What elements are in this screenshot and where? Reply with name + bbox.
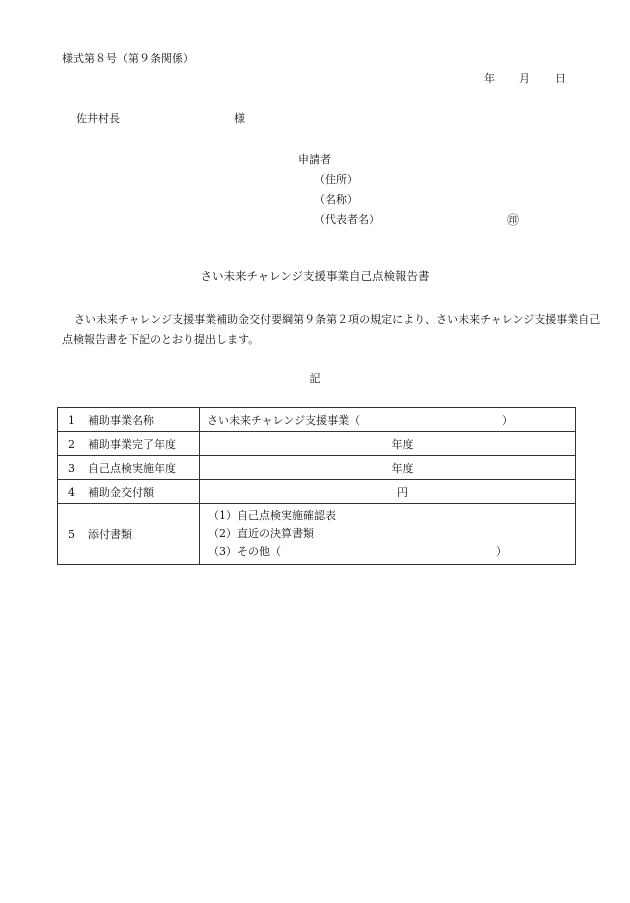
document-body: さい未来チャレンジ支援事業補助金交付要綱第９条第２項の規定により、さい未来チャレンジ支援事業自己点検報告書を下記のとおり提出します。 <box>62 313 601 346</box>
row-label: 補助事業完了年度 <box>88 437 176 451</box>
closing-paren: ） <box>502 414 513 427</box>
row-number: 1 <box>68 413 75 427</box>
attachment-other-label: （3）その他（ <box>208 545 281 558</box>
table-row <box>58 408 576 432</box>
list-item: （2）直近の決算書類 <box>208 527 314 540</box>
list-item[interactable] <box>208 543 575 561</box>
date-month-label: 月 <box>519 72 530 85</box>
row-label: 添付書類 <box>88 528 132 541</box>
row-label-cell <box>58 456 200 480</box>
seal-mark: ㊞ <box>507 213 520 227</box>
row-value: 年度 <box>391 461 414 475</box>
applicant-heading: 申請者 <box>298 153 331 166</box>
table-row <box>58 432 576 456</box>
row-number: 2 <box>68 437 75 451</box>
row-label-cell <box>58 480 200 504</box>
project-name-field[interactable] <box>200 408 576 432</box>
attachments-list <box>200 504 575 564</box>
date-year-label: 年 <box>484 72 495 85</box>
row-number: 5 <box>68 528 75 541</box>
addressee <box>76 110 245 126</box>
row-number: 3 <box>68 461 75 475</box>
row-label-cell <box>58 504 200 565</box>
document-title: さい未来チャレンジ支援事業自己点検報告書 <box>200 269 430 283</box>
addressee-name: 佐井村長 <box>76 112 120 125</box>
attachments-cell <box>200 504 576 565</box>
form-number: 様式第８号（第９条関係） <box>62 52 194 65</box>
applicant-name-label: （名称） <box>314 193 358 206</box>
table-row <box>58 456 576 480</box>
row-label-cell <box>58 432 200 456</box>
row-label: 補助金交付額 <box>88 485 154 499</box>
applicant-address-label: （住所） <box>314 173 358 186</box>
row-label: 自己点検実施年度 <box>88 461 176 475</box>
applicant-representative-label: （代表者名） <box>314 213 380 226</box>
row-value: 年度 <box>391 437 414 451</box>
list-item: （1）自己点検実施確認表 <box>208 509 336 522</box>
items-table <box>57 407 576 565</box>
date-line <box>484 70 566 86</box>
grant-amount-field[interactable] <box>200 480 576 504</box>
table-row <box>58 504 576 565</box>
row-value: さい未来チャレンジ支援事業（ <box>207 413 361 427</box>
row-value: 円 <box>397 485 408 499</box>
row-label: 補助事業名称 <box>88 413 154 427</box>
closing-paren: ） <box>496 545 507 558</box>
table-row <box>58 480 576 504</box>
completion-year-field[interactable] <box>200 432 576 456</box>
date-day-label: 日 <box>555 72 566 85</box>
row-number: 4 <box>68 485 75 499</box>
ki-heading: 記 <box>309 372 321 385</box>
row-label-cell <box>58 408 200 432</box>
inspection-year-field[interactable] <box>200 456 576 480</box>
addressee-honorific: 様 <box>234 112 245 125</box>
